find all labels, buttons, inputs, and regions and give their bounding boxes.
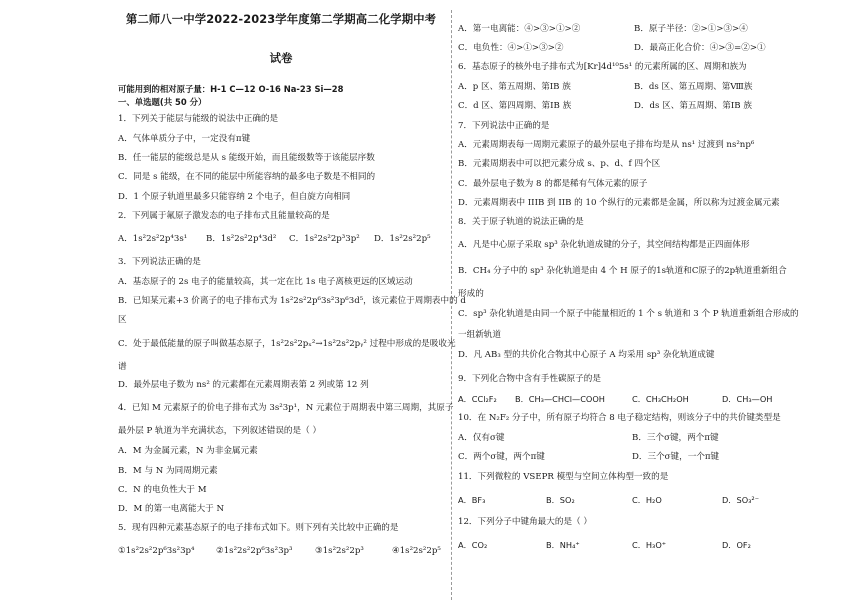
q4-stem-continued: 最外层 P 轨道为半充满状态，下列叙述错误的是（ ） [118, 426, 322, 436]
exam-title: 第二师八一中学2022-2023学年度第二学期高二化学期中考 [125, 12, 437, 26]
q4-option-c: C．N 的电负性大于 M [118, 485, 207, 495]
q3-option-a: A．基态原子的 2s 电子的能量较高，其一定在比 1s 电子离核更远的区域运动 [118, 277, 413, 287]
q8-option-b-continued: 形成的 [458, 289, 484, 299]
q10-option-b: B．三个σ键，两个π键 [632, 433, 719, 443]
q7-option-b: B．元素周期表中可以把元素分成 s、p、d、f 四个区 [458, 159, 661, 169]
q4-option-a: A．M 为金属元素，N 为非金属元素 [118, 446, 258, 456]
q5-option-d: D．最高正化合价：④>③=②>① [634, 43, 766, 53]
section-heading: 一、单选题(共 50 分） [118, 97, 207, 107]
q5-option-a: A．第一电离能：④>③>①>② [458, 24, 581, 34]
q10-option-a: A．仅有σ键 [458, 433, 505, 443]
q1-stem: 1．下列关于能层与能级的说法中正确的是 [118, 114, 279, 124]
q7-option-d: D．元素周期表中 IIIB 到 IIB 的 10 个纵行的元素都是金属，所以称为过渡金属元素 [458, 198, 780, 208]
q3-option-c-continued: 谱 [118, 362, 127, 372]
q4-stem: 4．已知 M 元素原子的价电子排布式为 3s²3p¹，N 元素位于周期表中第三周期，其原子 [118, 403, 454, 413]
q8-option-c: C．sp³ 杂化轨道是由同一个原子中能量相近的 1 个 s 轨道和 3 个 P 轨道重新组合形成的 [458, 309, 799, 319]
q12-option-c: C．H₃O⁺ [632, 540, 667, 550]
q9-option-b: B．CH₃—CHCl—COOH [515, 394, 605, 404]
relative-atomic-masses: 可能用到的相对原子量：H-1 C—12 O-16 Na-23 Si—28 [118, 84, 344, 94]
q3-option-c: C．处于最低能量的原子叫做基态原子，1s²2s²2pₓ²→1s²2s²2pᵧ² 过程中形成的是吸收光 [118, 339, 456, 349]
q4-option-b: B．M 与 N 为同周期元素 [118, 466, 218, 476]
q8-option-a: A．凡是中心原子采取 sp³ 杂化轨道成键的分子，其空间结构都是正四面体形 [458, 240, 750, 250]
q9-stem: 9．下列化合物中含有手性碳原子的是 [458, 374, 601, 384]
q6-option-c: C．d 区、第四周期、第ⅠB 族 [458, 101, 572, 111]
q5-option-c: C．电负性：④>①>③>② [458, 43, 564, 53]
q8-option-d: D．凡 AB₃ 型的共价化合物其中心原子 A 均采用 sp³ 杂化轨道成键 [458, 350, 715, 360]
q1-option-d: D．1 个原子轨道里最多只能容纳 2 个电子，但自旋方向相同 [118, 192, 351, 202]
q6-stem: 6．基态原子的核外电子排布式为[Kr]4d¹⁰5s¹ 的元素所属的区、周期和族为 [458, 62, 747, 72]
q6-option-d: D．ds 区、第五周期、第ⅠB 族 [634, 101, 752, 111]
q8-option-c-continued: 一组新轨道 [458, 330, 501, 340]
q4-option-d: D．M 的第一电离能大于 N [118, 504, 225, 514]
q2-option-b: B．1s²2s²2p⁴3d² [206, 234, 277, 244]
q5-stem: 5．现有四种元素基态原子的电子排布式如下。则下列有关比较中正确的是 [118, 523, 399, 533]
q9-option-a: A．CCl₂F₂ [458, 394, 497, 404]
q5-config-4: ④1s²2s²2p⁵ [392, 546, 441, 556]
q7-option-c: C．最外层电子数为 8 的都是稀有气体元素的原子 [458, 179, 648, 189]
q10-option-d: D．三个σ键，一个π键 [632, 452, 720, 462]
q5-config-2: ②1s²2s²2p⁶3s²3p³ [216, 546, 293, 556]
q5-option-b: B．原子半径：②>①>③>④ [634, 24, 748, 34]
q8-stem: 8．关于原子轨道的说法正确的是 [458, 217, 584, 227]
q2-option-a: A．1s²2s²2p⁴3s¹ [118, 234, 188, 244]
q2-option-d: D．1s²2s²2p⁵ [374, 234, 431, 244]
q3-option-b-continued: 区 [118, 315, 127, 325]
q12-option-d: D．OF₂ [722, 540, 751, 550]
q12-stem: 12．下列分子中键角最大的是（ ） [458, 517, 592, 527]
q3-stem: 3．下列说法正确的是 [118, 257, 201, 267]
q2-option-c: C．1s²2s²2p³3p² [289, 234, 360, 244]
q3-option-d: D．最外层电子数为 ns² 的元素都在元素周期表第 2 列或第 12 列 [118, 380, 369, 390]
q3-option-b: B．已知某元素+3 价离子的电子排布式为 1s²2s²2p⁶3s²3p⁶3d⁵，该元素位于周期表中的 d [118, 296, 466, 306]
q9-option-d: D．CH₃—OH [722, 394, 773, 404]
q1-option-b: B．任一能层的能级总是从 s 能级开始，而且能级数等于该能层序数 [118, 153, 375, 163]
q11-option-b: B．SO₂ [546, 495, 575, 505]
q11-option-d: D．SO₃²⁻ [722, 495, 760, 505]
q9-option-c: C．CH₃CH₂OH [632, 394, 689, 404]
q12-option-b: B．NH₄⁺ [546, 540, 580, 550]
q5-config-1: ①1s²2s²2p⁶3s²3p⁴ [118, 546, 195, 556]
q6-option-b: B．ds 区、第五周期、第Ⅷ族 [634, 82, 753, 92]
q2-stem: 2．下列属于氟原子激发态的电子排布式且能量较高的是 [118, 211, 330, 221]
q8-option-b: B．CH₄ 分子中的 sp³ 杂化轨道是由 4 个 H 原子的1s轨道和C原子的2p轨道重新组合 [458, 266, 787, 276]
exam-title-continued: 试卷 [269, 51, 293, 65]
q7-stem: 7．下列说法中正确的是 [458, 121, 550, 131]
q11-option-a: A．BF₃ [458, 495, 486, 505]
q10-option-c: C．两个σ键，两个π键 [458, 452, 545, 462]
q11-option-c: C．H₂O [632, 495, 662, 505]
q1-option-a: A．气体单质分子中，一定没有π键 [118, 134, 251, 144]
q5-config-3: ③1s²2s²2p³ [315, 546, 364, 556]
q12-option-a: A．CO₂ [458, 540, 488, 550]
q6-option-a: A．p 区、第五周期、第ⅠB 族 [458, 82, 571, 92]
q11-stem: 11．下列微粒的 VSEPR 模型与空间立体构型一致的是 [458, 472, 669, 482]
q7-option-a: A．元素周期表每一周期元素原子的最外层电子排布均是从 ns¹ 过渡到 ns²np⁶ [458, 140, 755, 150]
q10-stem: 10．在 N₂F₂ 分子中，所有原子均符合 8 电子稳定结构，则该分子中的共价键类型是 [458, 413, 781, 423]
q1-option-c: C．同是 s 能级，在不同的能层中所能容纳的最多电子数是不相同的 [118, 172, 376, 182]
